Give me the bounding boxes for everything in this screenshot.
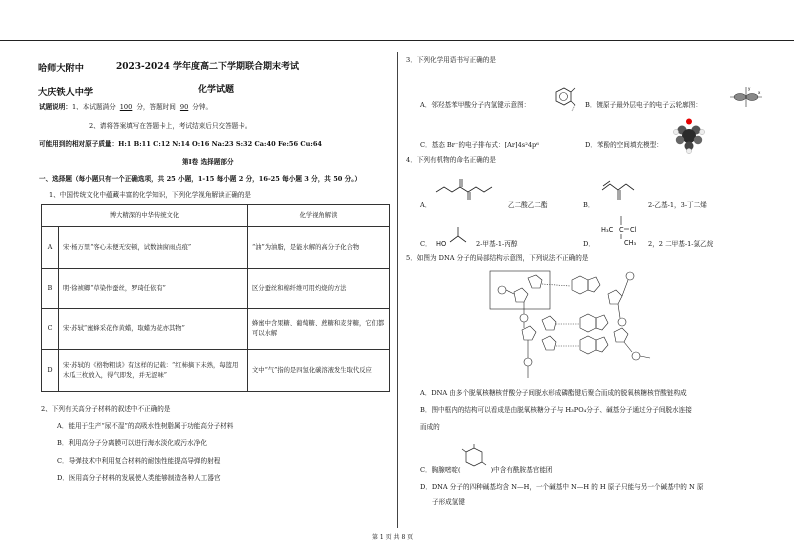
q2-option-b: B．利用高分子分离膜可以进行海水淡化或污水净化 (57, 439, 207, 447)
note-1b: 分，答题时间 (136, 103, 176, 111)
q3-option-c: C．基态 Br⁻的电子排布式：[Ar]4s²4p⁶ (420, 141, 539, 149)
q3-option-a: A．邻羟基苯甲酸分子内氢键示意图： (420, 101, 531, 109)
ethyl-oxalate-structure (432, 176, 502, 210)
q4-d-ch3: CH₃ (624, 239, 637, 247)
q4-d-label: D． (583, 240, 595, 248)
dna-fragment-diagram (482, 266, 662, 384)
option-letter: D (42, 350, 59, 392)
school-name-1: 哈师大附中 (38, 63, 84, 74)
q1-row-a (42, 227, 390, 269)
minutes: 90 (179, 103, 189, 111)
svg-text:y: y (748, 86, 751, 91)
q3-stem: 3．下列化学用语书写正确的是 (406, 56, 496, 64)
q2-option-c: C．导弹技术中利用复合材料的耐蚀性能提高导弹的射程 (57, 457, 221, 465)
q4-a-name: 乙二酸乙二酯 (508, 201, 548, 209)
q5-option-d-line2: 子形成氢键 (432, 498, 465, 506)
butadiene-structure (598, 176, 648, 214)
q4-stem: 4．下列有机物的命名正确的是 (406, 156, 496, 164)
q1-table (41, 204, 390, 392)
q4-d-c: C (619, 226, 624, 234)
phenol-space-filling-model (672, 118, 706, 154)
q1-row-b (42, 269, 390, 309)
top-rule (0, 40, 794, 41)
methylpropanol-structure (446, 224, 476, 248)
school-name-2: 大庆铁人中学 (38, 87, 94, 98)
column-divider (397, 52, 398, 528)
view-cell: 蜂蜜中含果糖、葡萄糖、蔗糖和麦芽糖，它们都可以水解 (248, 309, 390, 350)
culture-cell: 明·徐祯卿“草染作蚕丝，罗琦任依有” (59, 269, 248, 309)
atomic-masses: 可能用到的相对原子质量：H:1 B:11 C:12 N:14 O:16 Na:23 S:32 Ca:40 Fe:56 Cu:64 (39, 140, 323, 148)
section-heading: 一、选择题（每小题只有一个正确选项，共 25 小题，1-15 每小题 2 分，16-25 每小题 3 分，共 50 分。） (39, 175, 362, 183)
full-score: 100 (119, 103, 133, 111)
chloroethane-structure (610, 212, 640, 242)
q4-c-name: 2-甲基-1-丙醇 (476, 240, 518, 248)
q2-option-a: A．能用于生产“尿不湿”的高吸水性树脂属于功能高分子材料 (57, 422, 234, 430)
option-letter: A (42, 227, 59, 269)
q4-c-ho: HO (436, 240, 447, 248)
q5-c-suffix: )中含有酰胺基官能团 (490, 466, 553, 474)
q5-option-d-line1: D．DNA 分子的四种碱基均含 N—H，一个碱基中 N—H 的 H 原子只能与另一个碱基中的 N 原 (420, 483, 704, 491)
q5-c-prefix: C．胸腺嘧啶( (420, 466, 461, 474)
q4-c-label: C． (420, 240, 432, 248)
q3-option-d: D．苯酚的空间填充模型： (585, 141, 663, 149)
q1-header-culture: 博大精深的中华传统文化 (42, 205, 248, 227)
thymine-structure (458, 444, 488, 474)
culture-cell: 宋·杨万里“客心未便无安顿，试数油窗雨点痕” (59, 227, 248, 269)
q1-stem: 1、中国传统文化中蕴藏丰富的化学知识，下列化学视角解读正确的是 (49, 191, 252, 199)
q2-stem: 2、下列有关高分子材料的叙述中不正确的是 (41, 405, 171, 413)
q1-row-d (42, 350, 390, 392)
subject-title: 化学试题 (198, 85, 235, 95)
exam-notes (39, 103, 212, 111)
note-1c: 分钟。 (192, 103, 213, 111)
p-orbital-diagram (728, 85, 764, 109)
q3-option-b: B．镀原子最外层电子的电子云轮廓图： (585, 101, 702, 109)
option-letter: C (42, 309, 59, 350)
q4-a-label: A． (420, 201, 432, 209)
note-1a: 1、本试题满分 (71, 103, 116, 111)
q5-option-b-line1: B．图中框内的结构可以看成是由脱氧核糖分子与 H₃PO₄分子、碱基分子通过分子间脱水连接 (420, 406, 692, 414)
culture-cell: 宋·苏轼的《格物粗谈》有这样的记载：“红柿摘下未熟，每篮用木瓜三枚放入，得气即发，并无涩味” (59, 350, 248, 392)
view-cell: “油”为油脂，是能水解的高分子化合物 (248, 227, 390, 269)
q1-header-view: 化学视角解读 (248, 205, 390, 227)
culture-cell: 宋·苏轼“蜜蜂采花作黄蜡，取蜡为花亦其物” (59, 309, 248, 350)
note-2: 2、请将答案填写在答题卡上，考试结束后只交答题卡。 (89, 122, 252, 130)
page-footer: 第 1 页 共 8 页 (372, 534, 414, 541)
exam-title: 2023-2024 学年度高二下学期联合期末考试 (116, 62, 299, 72)
q5-stem: 5．如图为 DNA 分子的局部结构示意图，下列说法不正确的是 (406, 254, 589, 262)
q4-b-label: B． (583, 201, 595, 209)
hydroxybenzoic-structure (548, 86, 578, 114)
highlight-box (490, 271, 550, 309)
q4-d-name: 2，2 二甲基-1-氯乙烷 (648, 240, 714, 248)
q5-option-b-line2: 而成的 (420, 423, 440, 431)
volume-heading: 第Ⅰ卷 选择题部分 (182, 158, 234, 166)
q4-d-h3c: H₃C (601, 226, 614, 234)
q5-option-a: A．DNA 由多个脱氧核糖核苷酸分子间脱水形成磷酯键后聚合而成的脱氧核糖核苷酸链构成 (420, 389, 687, 397)
option-letter: B (42, 269, 59, 309)
view-cell: 区分蚕丝和棉纤维可用灼烧的方法 (248, 269, 390, 309)
q4-b-name: 2-乙基-1，3-丁二烯 (648, 201, 707, 209)
svg-text:x: x (758, 90, 761, 95)
q1-row-c (42, 309, 390, 350)
q2-option-d: D．医用高分子材料的发展使人类能够制造各种人工器官 (57, 474, 221, 482)
notes-label: 试题说明： (39, 103, 72, 111)
view-cell: 文中“气”指的是四氢化碳溶液发生取代反应 (248, 350, 390, 392)
q4-d-cl: Cl (630, 226, 637, 234)
